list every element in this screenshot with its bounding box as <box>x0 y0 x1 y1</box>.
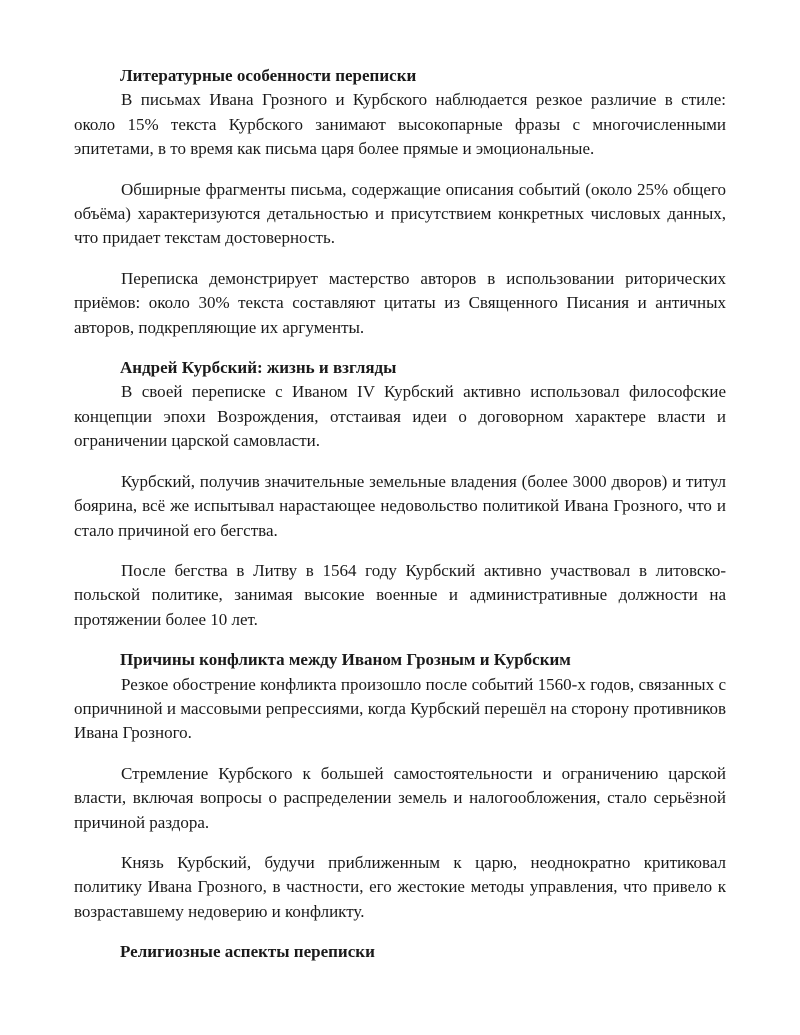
section-heading-kurbsky-life: Андрей Курбский: жизнь и взгляды <box>120 358 397 378</box>
section-heading-literary: Литературные особенности переписки <box>120 66 417 85</box>
section-heading-conflict-causes: Причины конфликта между Иваном Грозным и Курбским <box>120 650 571 670</box>
document-page <box>74 64 726 965</box>
paragraph: Резкое обострение конфликта произошло после событий 1560-х годов, связанных с опричниной и массовыми репрессиями, когда Курбский перешёл на сторону противников Ивана Грозного. <box>74 674 726 743</box>
paragraph: В письмах Ивана Грозного и Курбского наблюдается резкое различие в стиле: около 15% текста Курбского занимают высокопарные фразы с многочисленными эпитетами, в то время как письма царя более прямые и эмоциональные. <box>74 90 726 159</box>
paragraph: Князь Курбский, будучи приближенным к царю, неоднократно критиковал политику Ивана Грозного, в частности, его жестокие методы управления, что привело к возраставшему недоверию и конфликту. <box>74 852 726 921</box>
paragraph: Курбский, получив значительные земельные владения (более 3000 дворов) и титул боярина, всё же испытывал нарастающее недовольство политикой Ивана Грозного, что и стало причиной его бегства. <box>74 471 726 540</box>
paragraph: После бегства в Литву в 1564 году Курбский активно участвовал в литовско-польской политике, занимая высокие военные и административные должности на протяжении более 10 лет. <box>74 560 726 629</box>
paragraph: В своей переписке с Иваном IV Курбский активно использовал философские концепции эпохи Возрождения, отстаивая идеи о договорном характере власти и ограничении царской самовласти. <box>74 382 726 451</box>
paragraph: Обширные фрагменты письма, содержащие описания событий (около 25% общего объёма) характеризуются детальностью и присутствием конкретных числовых данных, что придает текстам достоверность. <box>74 179 726 248</box>
paragraph: Стремление Курбского к большей самостоятельности и ограничению царской власти, включая вопросы о распределении земель и налогообложения, стало серьёзной причиной раздора. <box>74 763 726 832</box>
section-heading-religious: Религиозные аспекты переписки <box>120 942 375 962</box>
paragraph: Переписка демонстрирует мастерство авторов в использовании риторических приёмов: около 30% текста составляют цитаты из Священного Писания и античных авторов, подкрепляющие их аргументы. <box>74 268 726 337</box>
